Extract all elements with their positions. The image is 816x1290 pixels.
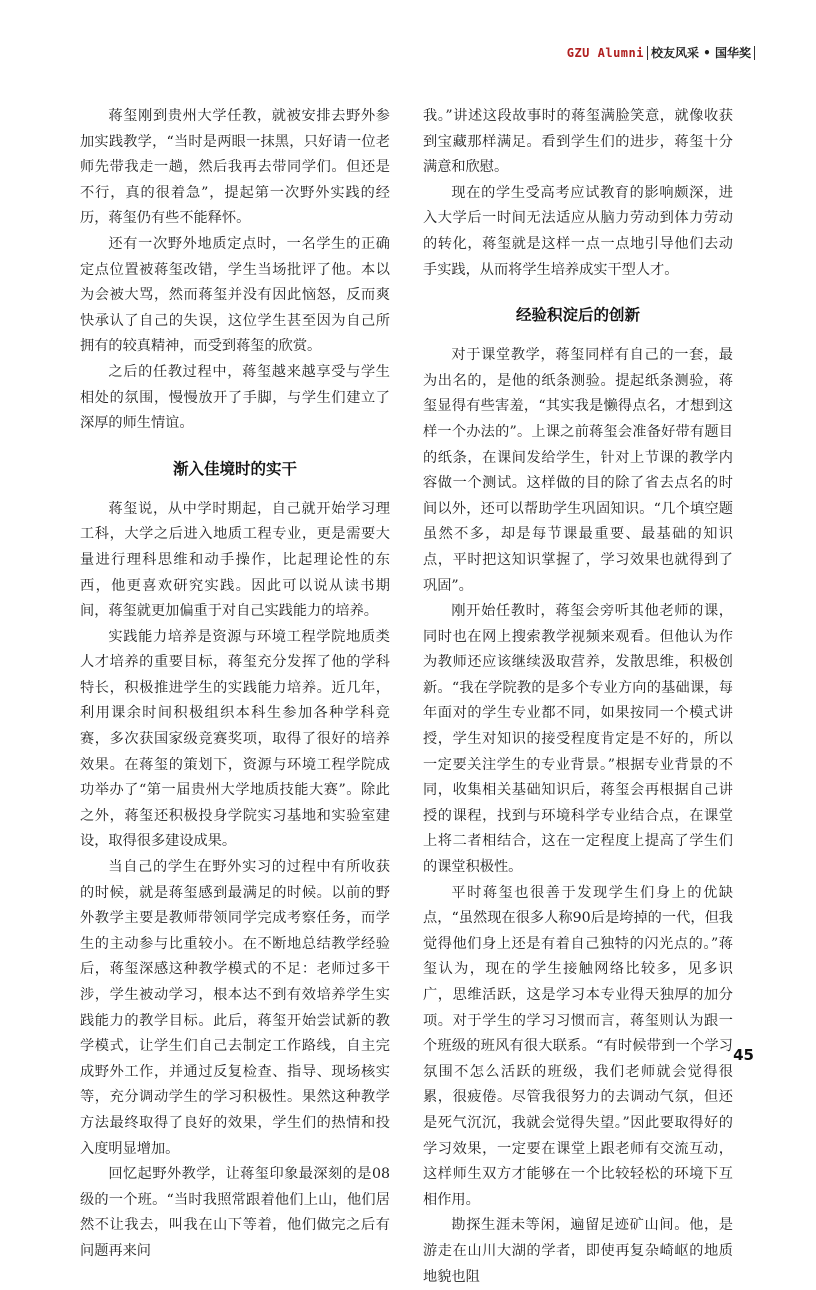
header-alumni: GZU Alumni (566, 45, 644, 60)
paragraph: 平时蒋玺也很善于发现学生们身上的优缺点，“虽然现在很多人称90后是垮掉的一代，但我觉得他们身上还是有着自己独特的闪光点的。”蒋玺认为，现在的学生接触网络比较多，见多识广，思维活跃，这是学习本专业得天独厚的加分项。对于学生的学习习惯而言，蒋玺则认为跟一个班级的班风有很大联系。“有时候带到一个学习氛围不怎么活跃的班级，我们老师就会觉得很累，很疲倦。尽管我很努力的去调动气氛，但还是死气沉沉，我就会觉得失望。”因此要取得好的学习效果，一定要在课堂上跟老师有交流互动，这样师生双方才能够在一个比较轻松的环境下互相作用。 (423, 884, 733, 1208)
running-header (567, 44, 758, 61)
right-column (423, 104, 733, 1290)
page-number: 45 (733, 1046, 754, 1064)
left-column (80, 104, 390, 1265)
paragraph: 实践能力培养是资源与环境工程学院地质类人才培养的重要目标，蒋玺充分发挥了他的学科特长，积极推进学生的实践能力培养。近几年，利用课余时间积极组织本科生参加各种学科竞赛，多次获国家级竞赛奖项，取得了很好的培养效果。在蒋玺的策划下，资源与环境工程学院成功举办了“第一届贵州大学地质技能大赛”。除此之外，蒋玺还积极投身学院实习基地和实验室建设，取得很多建设成果。 (80, 628, 390, 850)
header-section: 校友风采 • 国华奖 (650, 46, 751, 60)
paragraph: 当自己的学生在野外实习的过程中有所收获的时候，就是蒋玺感到最满足的时候。以前的野外教学主要是教师带领同学完成考察任务，而学生的主动参与比重较小。在不断地总结教学经验后，蒋玺深感这种教学模式的不足：老师过多干涉，学生被动学习，根本达不到有效培养学生实践能力的教学目标。此后，蒋玺开始尝试新的教学模式，让学生们自己去制定工作路线，自主完成野外工作，并通过反复检查、指导、现场核实等，充分调动学生的学习积极性。果然这种教学方法最终取得了良好的效果，学生们的热情和投入度明显增加。 (80, 859, 390, 1157)
paragraph: 蒋玺说，从中学时期起，自己就开始学习理工科，大学之后进入地质工程专业，更是需要大量进行理科思维和动手操作，比起理论性的东西，他更喜欢研究实践。因此可以说从读书期间，蒋玺就更加偏重于对自己实践能力的培养。 (80, 500, 390, 620)
paragraph: 现在的学生受高考应试教育的影响颇深，进入大学后一时间无法适应从脑力劳动到体力劳动的转化，蒋玺就是这样一点一点地引导他们去动手实践，从而将学生培养成实干型人才。 (423, 184, 733, 278)
paragraph: 回忆起野外教学，让蒋玺印象最深刻的是08级的一个班。“当时我照常跟着他们上山，他们居然不让我去，叫我在山下等着，他们做完之后有问题再来问 (80, 1166, 390, 1259)
paragraph: 还有一次野外地质定点时，一名学生的正确定点位置被蒋玺改错，学生当场批评了他。本以为会被大骂，然而蒋玺并没有因此恼怒，反而爽快承认了自己的失误，这位学生甚至因为自己所拥有的较真精神，而受到蒋玺的欣赏。 (80, 235, 390, 355)
paragraph: 蒋玺刚到贵州大学任教，就被安排去野外参加实践教学，“当时是两眼一抹黑，只好请一位老师先带我走一趟，然后我再去带同学们。但还是不行，真的很着急”，提起第一次野外实践的经历，蒋玺仍有些不能释怀。 (80, 108, 390, 227)
paragraph-continued: 我。”讲述这段故事时的蒋玺满脸笑意，就像收获到宝藏那样满足。看到学生们的进步，蒋玺十分满意和欣慰。 (423, 108, 733, 176)
paragraph: 勘探生涯未等闲，遍留足迹矿山间。他，是游走在山川大湖的学者，即使再复杂崎岖的地质地貌也阻 (423, 1217, 733, 1285)
paragraph: 之后的任教过程中，蒋玺越来越享受与学生相处的氛围，慢慢放开了手脚，与学生们建立了深厚的师生情谊。 (80, 363, 390, 432)
header-divider (647, 46, 648, 60)
paragraph: 刚开始任教时，蒋玺会旁听其他老师的课，同时也在网上搜索教学视频来观看。但他认为作为教师还应该继续汲取营养，发散思维，积极创新。“我在学院教的是多个专业方向的基础课，每年面对的学生专业都不同，如果按同一个模式讲授，学生对知识的接受程度肯定是不好的，所以一定要关注学生的专业背景。”根据专业背景的不同，收集相关基础知识后，蒋玺会再根据自己讲授的课程，找到与环境科学专业结合点，在课堂上将二者相结合，这在一定程度上提高了学生们的课堂积极性。 (423, 603, 733, 876)
paragraph: 对于课堂教学，蒋玺同样有自己的一套，最为出名的，是他的纸条测验。提起纸条测验，蒋玺显得有些害羞，“其实我是懒得点名，才想到这样一个办法的”。上课之前蒋玺会准备好带有题目的纸条，在课间发给学生，针对上节课的教学内容做一个测试。这样做的目的除了省去点名的时间以外，还可以帮助学生巩固知识。“几个填空题虽然不多，却是每节课最重要、最基础的知识点，平时把这知识掌握了，学习效果也就得到了巩固”。 (423, 347, 733, 594)
header-divider-end (754, 46, 755, 60)
section-title: 经验积淀后的创新 (515, 306, 640, 325)
section-title: 渐入佳境时的实干 (172, 459, 297, 478)
